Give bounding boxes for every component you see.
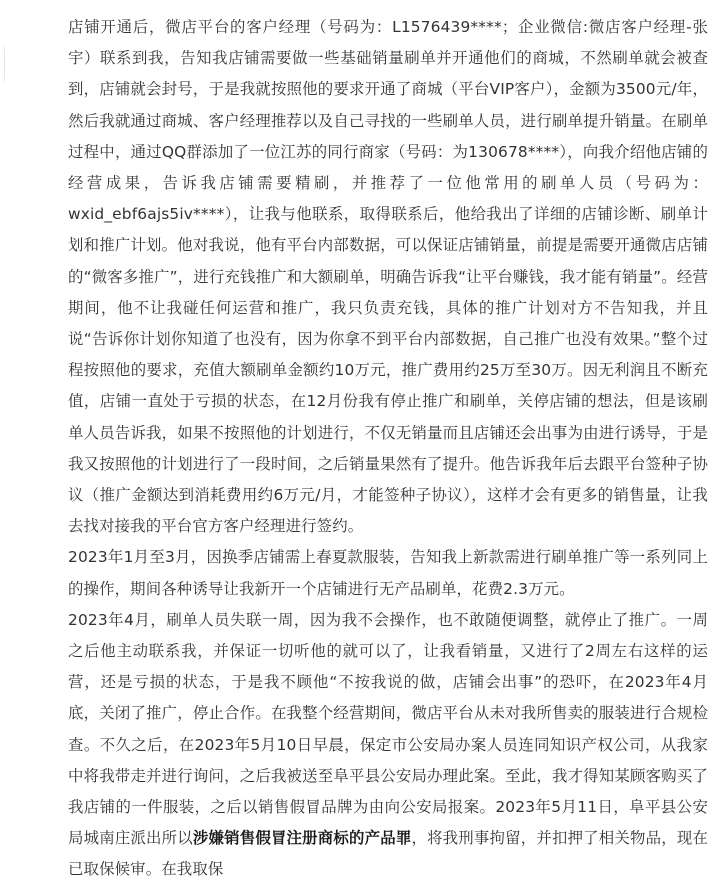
article-paragraph-1: 店铺开通后，微店平台的客户经理（号码为：L1576439****；企业微信:微店客户经理-张宇）联系到我，告知我店铺需要做一些基础销量刷单并开通他们的商城，不然刷单就会被查到，店铺就会封号，于是我就按照他的要求开通了商城（平台VIP客户），金额为3500元/年，然后我就通过商城、客户经理推荐以及自己寻找的一些刷单人员，进行刷单提升销量。在刷单过程中，通过QQ群添加了一位江苏的同行商家（号码：为130678****），向我介绍他店铺的经营成果，告诉我店铺需要精刷，并推荐了一位他常用的刷单人员（号码为：wxid_ebf6ajs5iv****），让我与他联系，取得联系后，他给我出了详细的店铺诊断、刷单计划和推广计划。他对我说，他有平台内部数据，可以保证店铺销量，前提是需要开通微店店铺的“微客多推广”，进行充钱推广和大额刷单，明确告诉我“让平台赚钱，我才能有销量”。经营期间，他不让我碰任何运营和推广，我只负责充钱，具体的推广计划对方不告知我，并且说“告诉你计划你知道了也没有，因为你拿不到平台内部数据，自己推广也没有效果。”整个过程按照他的要求，充值大额刷单金额约10万元，推广费用约25万至30万。因无利润且不断充值，店铺一直处于亏损的状态，在12月份我有停止推广和刷单，关停店铺的想法，但是该刷单人员告诉我，如果不按照他的计划进行，不仅无销量而且店铺还会出事为由进行诱导，于是我又按照他的计划进行了一段时间，之后销量果然有了提升。他告诉我年后去跟平台签种子协议（推广金额达到消耗费用约6万元/月，才能签种子协议），这样才会有更多的销售量，让我去找对接我的平台官方客户经理进行签约。 <box>68 18 708 536</box>
left-edge-tab <box>0 46 5 82</box>
paragraph-3-text: 2023年4月，刷单人员失联一周，因为我不会操作，也不敢随便调整，就停止了推广。一周之后他主动联系我，并保证一切听他的就可以了，让我看销量，又进行了2周左右这样的运营，还是亏损的状态，于是我不顾他“不按我说的做，店铺会出事”的恐吓，在2023年4月底，关闭了推广，停止合作。在我整个经营期间，微店平台从未对我所售卖的服装进行合规检查。不久之后，在2023年5月10日早晨，保定市公安局办案人员连同知识产权公司，从我家中将我带走并进行询问，之后我被送至阜平县公安局办理此案。至此，我才得知某顾客购买了我店铺的一件服装，之后以销售假冒品牌为由向公安局报案。2023年5月11日，阜平县公安局城南庄派出所以 <box>68 610 708 848</box>
article-body <box>68 12 708 886</box>
paragraph-3-tail: ，将我刑事拘留，并扣押了相关物品，现在已取保候审。在我取保 <box>68 829 708 879</box>
article-paragraph-2: 2023年1月至3月，因换季店铺需上春夏款服装，告知我上新款需进行刷单推广等一系列同上的操作，期间各种诱导让我新开一个店铺进行无产品刷单，花费2.3万元。 <box>68 548 708 598</box>
article-paragraph-3 <box>68 605 708 886</box>
bold-charge-phrase: 涉嫌销售假冒注册商标的产品罪 <box>192 829 412 848</box>
